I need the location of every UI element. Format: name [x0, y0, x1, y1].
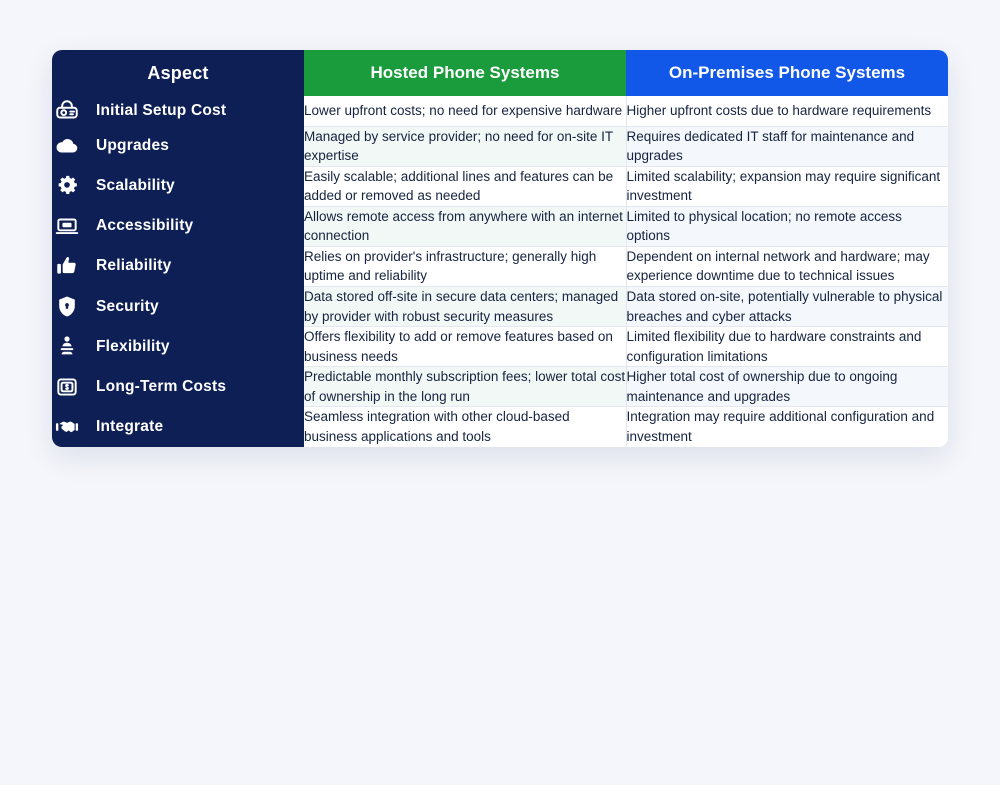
hosted-cell: Managed by service provider; no need for on-site IT expertise — [304, 126, 626, 166]
aspect-cell — [52, 126, 304, 166]
table-row — [52, 126, 948, 166]
aspect-label: Upgrades — [96, 137, 170, 155]
table-row — [52, 407, 948, 447]
onprem-cell: Integration may require additional configuration and investment — [626, 407, 948, 447]
hosted-cell: Allows remote access from anywhere with an internet connection — [304, 206, 626, 246]
onprem-cell: Limited scalability; expansion may require significant investment — [626, 166, 948, 206]
table-row — [52, 367, 948, 407]
table-row — [52, 206, 948, 246]
hosted-cell: Seamless integration with other cloud-based business applications and tools — [304, 407, 626, 447]
aspect-label: Scalability — [96, 177, 175, 195]
person-flexible-icon — [52, 332, 82, 362]
aspect-label: Initial Setup Cost — [96, 102, 227, 119]
hosted-cell: Lower upfront costs; no need for expensive hardware — [304, 96, 626, 126]
table-row — [52, 287, 948, 327]
table-header-row — [52, 50, 948, 96]
hosted-cell: Data stored off-site in secure data centers; managed by provider with robust security measures — [304, 287, 626, 327]
onprem-cell: Limited to physical location; no remote access options — [626, 206, 948, 246]
aspect-label: Long-Term Costs — [96, 377, 227, 395]
onprem-cell: Limited flexibility due to hardware constraints and configuration limitations — [626, 327, 948, 367]
table-row — [52, 327, 948, 367]
cloud-icon — [52, 131, 82, 161]
gear-icon — [52, 171, 82, 201]
aspect-label: Security — [96, 297, 159, 315]
aspect-cell — [52, 166, 304, 206]
laptop-icon — [52, 211, 82, 241]
onprem-cell: Dependent on internal network and hardware; may experience downtime due to technical issues — [626, 246, 948, 286]
table-row — [52, 96, 948, 126]
aspect-label: Flexibility — [96, 337, 170, 355]
onprem-cell: Higher total cost of ownership due to ongoing maintenance and upgrades — [626, 367, 948, 407]
column-header-aspect: Aspect — [52, 50, 304, 96]
hosted-cell: Easily scalable; additional lines and features can be added or removed as needed — [304, 166, 626, 206]
hosted-cell: Relies on provider's infrastructure; generally high uptime and reliability — [304, 246, 626, 286]
phone-retro-icon — [52, 96, 82, 126]
aspect-cell — [52, 287, 304, 327]
comparison-table — [52, 50, 948, 447]
aspect-cell — [52, 367, 304, 407]
comparison-table-container — [52, 50, 948, 447]
hosted-cell: Predictable monthly subscription fees; lower total cost of ownership in the long run — [304, 367, 626, 407]
handshake-icon — [52, 412, 82, 442]
thumbs-up-icon — [52, 251, 82, 281]
onprem-cell: Requires dedicated IT staff for maintenance and upgrades — [626, 126, 948, 166]
aspect-label: Accessibility — [96, 217, 194, 235]
money-screen-icon — [52, 372, 82, 402]
aspect-cell — [52, 246, 304, 286]
table-row — [52, 166, 948, 206]
aspect-label: Integrate — [96, 417, 164, 435]
hosted-cell: Offers flexibility to add or remove features based on business needs — [304, 327, 626, 367]
table-row — [52, 246, 948, 286]
aspect-cell — [52, 327, 304, 367]
table-header — [52, 50, 948, 96]
aspect-cell — [52, 206, 304, 246]
aspect-cell — [52, 96, 304, 126]
column-header-onprem: On-Premises Phone Systems — [626, 50, 948, 96]
column-header-hosted: Hosted Phone Systems — [304, 50, 626, 96]
aspect-label: Reliability — [96, 257, 172, 275]
aspect-cell — [52, 407, 304, 447]
onprem-cell: Higher upfront costs due to hardware requirements — [626, 96, 948, 126]
table-body — [52, 96, 948, 447]
onprem-cell: Data stored on-site, potentially vulnerable to physical breaches and cyber attacks — [626, 287, 948, 327]
shield-lock-icon — [52, 292, 82, 322]
